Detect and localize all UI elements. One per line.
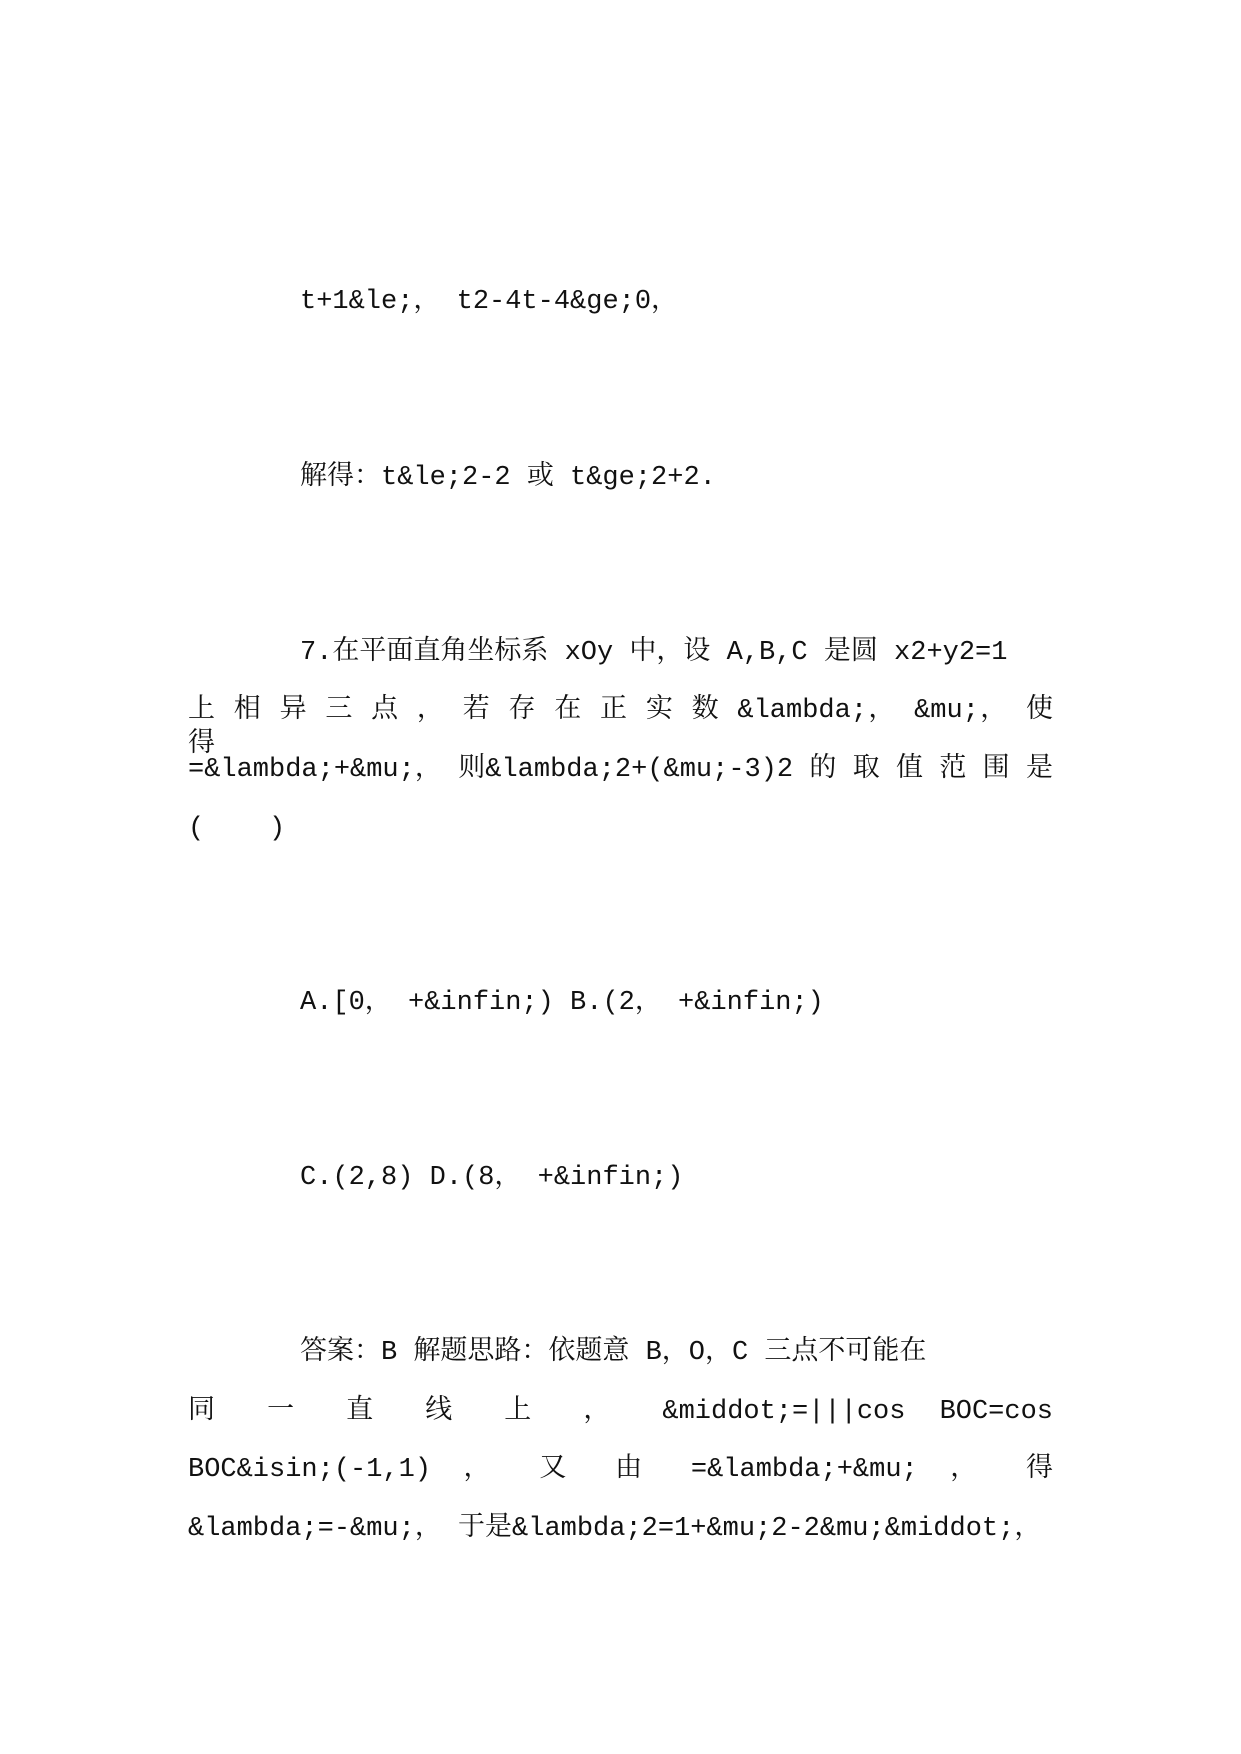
question-7-line-2: 上 相 异 三 点 ， 若 存 在 正 实 数 &lambda;， &mu;， 使 得: [188, 696, 1053, 760]
question-7-blank: ( ): [188, 814, 286, 844]
question-7-line-1: 7.在平面直角坐标系 xOy 中，设 A,B,C 是圆 x2+y2=1: [300, 638, 1008, 668]
solution-line: 解得：t&le;2-2 或 t&ge;2+2.: [300, 463, 716, 493]
equation-line: t+1&le;， t2-4t-4&ge;0，: [300, 287, 679, 317]
answer-line-1: 答案：B 解题思路：依题意 B，O，C 三点不可能在: [300, 1338, 927, 1368]
answer-line-2: 同 一 直 线 上 ， &middot;=|||cos BOC=cos: [188, 1397, 1053, 1427]
question-7-line-3: =&lambda;+&mu;， 则&lambda;2+(&mu;-3)2 的 取 值 范 围 是: [188, 755, 1053, 785]
answer-line-3: BOC&isin;(-1,1) ， 又 由 =&lambda;+&mu; ， 得: [188, 1455, 1053, 1485]
options-c-d: C.(2,8) D.(8， +&infin;): [300, 1163, 684, 1193]
answer-line-4: &lambda;=-&mu;， 于是&lambda;2=1+&mu;2-2&mu;&middot;，: [188, 1514, 1042, 1544]
options-a-b: A.[0， +&infin;) B.(2， +&infin;): [300, 988, 824, 1018]
